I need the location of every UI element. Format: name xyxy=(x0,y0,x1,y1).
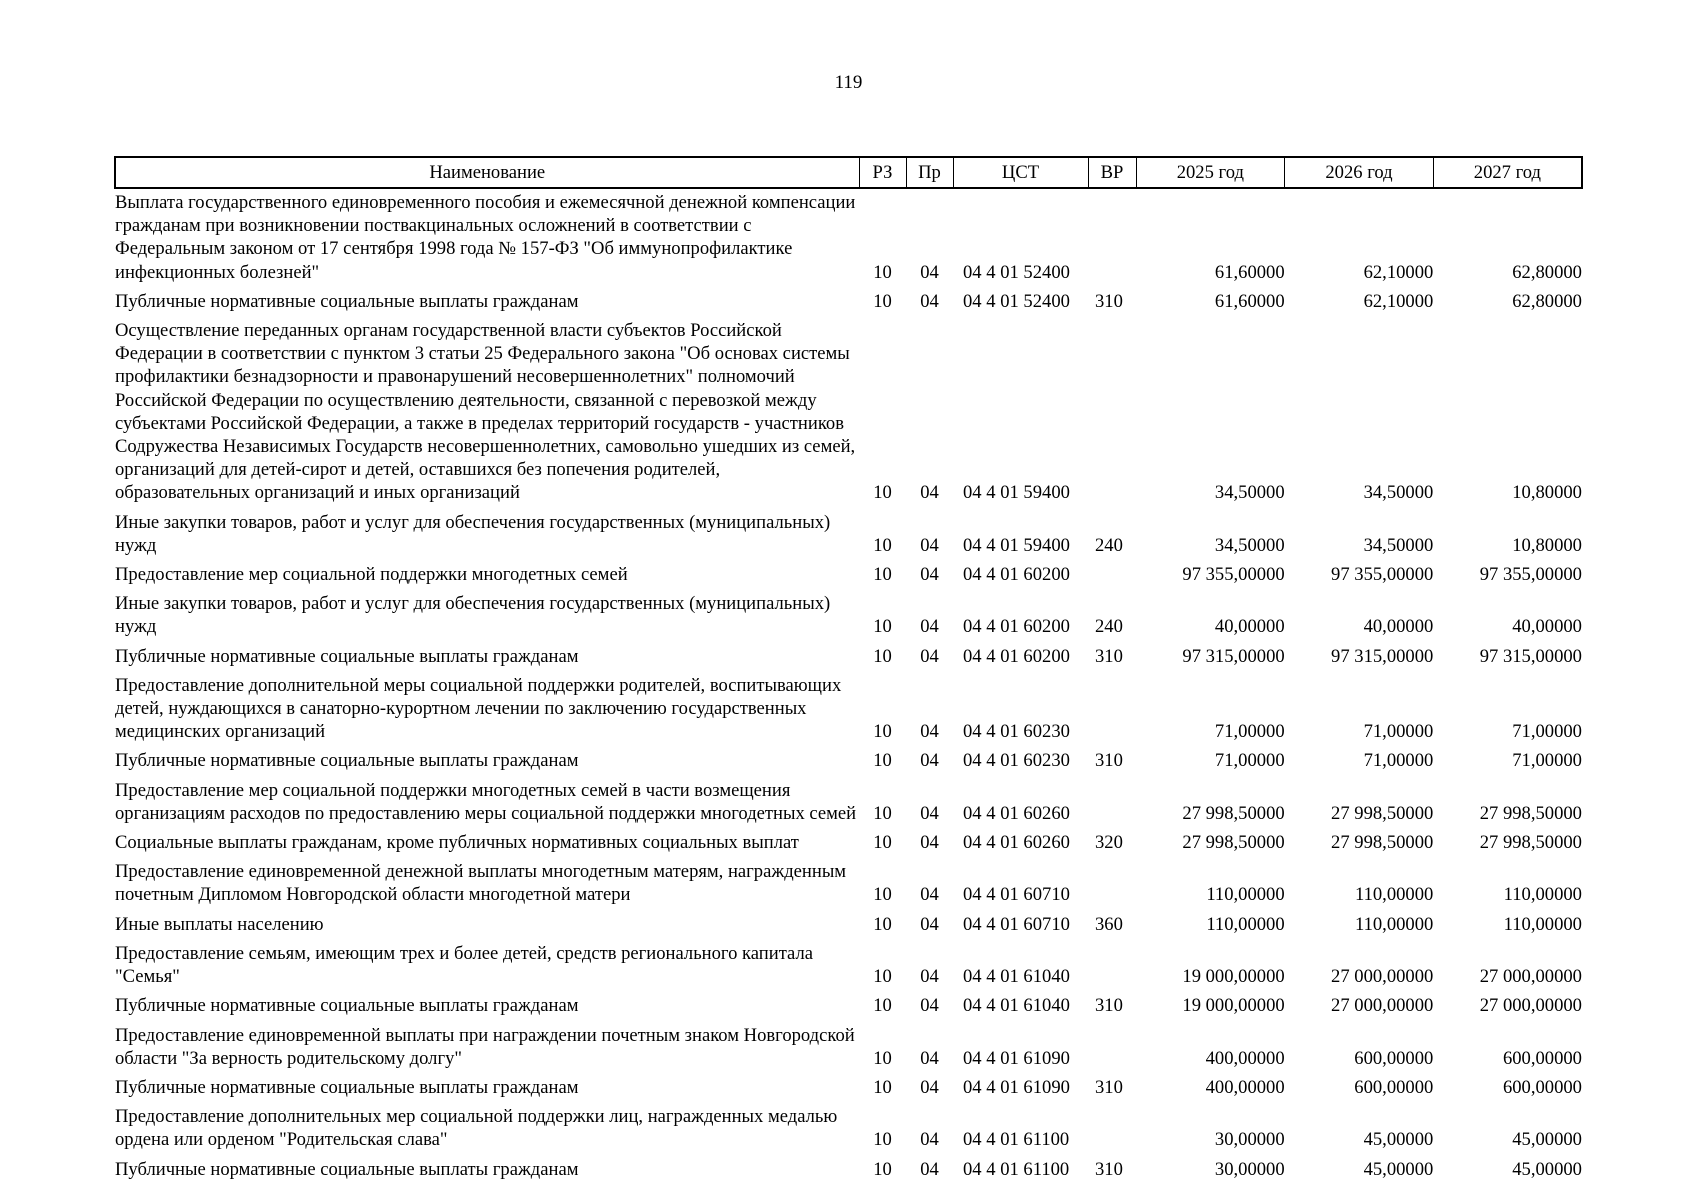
cell-2027: 71,00000 xyxy=(1512,721,1582,743)
table-row xyxy=(115,1076,1582,1105)
cell-pr: 04 xyxy=(920,616,939,638)
cell-pr: 04 xyxy=(920,832,939,854)
cell-rz: 10 xyxy=(873,564,892,586)
cell-vr: 310 xyxy=(1095,1158,1123,1180)
cell-rz: 10 xyxy=(873,1076,892,1098)
cell-2026: 62,10000 xyxy=(1363,290,1434,312)
cell-rz: 10 xyxy=(873,832,892,854)
cell-rz: 10 xyxy=(873,261,892,283)
cell-rz: 10 xyxy=(873,913,892,935)
table-row xyxy=(115,913,1582,942)
cell-vr xyxy=(1088,674,1136,750)
table-row xyxy=(115,942,1582,994)
cell-2026: 97 355,00000 xyxy=(1331,564,1434,586)
cell-2026: 27 998,50000 xyxy=(1331,802,1434,824)
table-row xyxy=(115,188,1582,290)
cell-2027: 97 315,00000 xyxy=(1479,645,1582,667)
cell-rz: 10 xyxy=(873,750,892,772)
cell-2025: 19 000,00000 xyxy=(1182,966,1285,988)
cell-2025: 97 315,00000 xyxy=(1182,645,1285,667)
cell-2025: 97 355,00000 xyxy=(1182,564,1285,586)
cell-2027: 10,80000 xyxy=(1512,482,1582,504)
cell-2025: 30,00000 xyxy=(1214,1158,1285,1180)
cell-name: Публичные нормативные социальные выплаты гражданам xyxy=(115,995,579,1017)
table-row xyxy=(115,749,1582,778)
cell-vr xyxy=(1088,1105,1136,1157)
header-cst: ЦСТ xyxy=(953,157,1088,188)
cell-2026: 40,00000 xyxy=(1363,616,1434,638)
table-row xyxy=(115,645,1582,674)
cell-2025: 27 998,50000 xyxy=(1182,832,1285,854)
cell-cst: 04 4 01 52400 xyxy=(963,290,1070,312)
cell-2026: 62,10000 xyxy=(1363,261,1434,283)
cell-pr: 04 xyxy=(920,884,939,906)
cell-2026: 110,00000 xyxy=(1354,913,1434,935)
cell-rz: 10 xyxy=(873,616,892,638)
cell-name: Предоставление дополнительных мер социальной поддержки лиц, награжденных медалью ордена или орденом "Родительская слава" xyxy=(115,1106,838,1151)
table-row xyxy=(115,1105,1582,1157)
header-2026: 2026 год xyxy=(1285,157,1434,188)
cell-rz: 10 xyxy=(873,1047,892,1069)
cell-2026: 45,00000 xyxy=(1363,1158,1434,1180)
cell-cst: 04 4 01 60230 xyxy=(963,721,1070,743)
cell-2025: 110,00000 xyxy=(1206,884,1285,906)
cell-2025: 71,00000 xyxy=(1214,721,1285,743)
cell-cst: 04 4 01 59400 xyxy=(963,534,1070,556)
cell-name: Публичные нормативные социальные выплаты гражданам xyxy=(115,1076,579,1098)
cell-vr: 240 xyxy=(1095,534,1123,556)
cell-vr xyxy=(1088,319,1136,511)
cell-name: Публичные нормативные социальные выплаты гражданам xyxy=(115,645,579,667)
cell-2027: 27 000,00000 xyxy=(1479,995,1582,1017)
cell-vr: 310 xyxy=(1095,995,1123,1017)
cell-name: Предоставление мер социальной поддержки многодетных семей в части возмещения организациям расходов по предоставлению меры социальной поддержки многодетных семей xyxy=(115,779,857,824)
cell-2026: 97 315,00000 xyxy=(1331,645,1434,667)
cell-cst: 04 4 01 60200 xyxy=(963,645,1070,667)
cell-cst: 04 4 01 60200 xyxy=(963,616,1070,638)
cell-2025: 34,50000 xyxy=(1214,482,1285,504)
cell-vr xyxy=(1088,942,1136,994)
cell-2027: 45,00000 xyxy=(1512,1158,1582,1180)
cell-name: Публичные нормативные социальные выплаты гражданам xyxy=(115,750,579,772)
cell-rz: 10 xyxy=(873,482,892,504)
cell-2027: 10,80000 xyxy=(1512,534,1582,556)
header-pr: Пр xyxy=(906,157,953,188)
cell-2027: 45,00000 xyxy=(1512,1129,1582,1151)
cell-pr: 04 xyxy=(920,564,939,586)
cell-2025: 71,00000 xyxy=(1214,750,1285,772)
table-row xyxy=(115,563,1582,592)
cell-vr: 310 xyxy=(1095,1076,1123,1098)
cell-name: Иные выплаты населению xyxy=(115,913,324,935)
cell-cst: 04 4 01 61100 xyxy=(963,1129,1070,1151)
cell-pr: 04 xyxy=(920,1129,939,1151)
cell-name: Публичные нормативные социальные выплаты гражданам xyxy=(115,1158,579,1180)
cell-2026: 27 000,00000 xyxy=(1331,995,1434,1017)
table-row xyxy=(115,779,1582,831)
cell-2025: 110,00000 xyxy=(1206,913,1285,935)
cell-vr xyxy=(1088,563,1136,592)
cell-pr: 04 xyxy=(920,802,939,824)
cell-cst: 04 4 01 61090 xyxy=(963,1076,1070,1098)
cell-cst: 04 4 01 61100 xyxy=(963,1158,1070,1180)
cell-rz: 10 xyxy=(873,884,892,906)
cell-vr: 360 xyxy=(1095,913,1123,935)
cell-name: Предоставление единовременной денежной выплаты многодетным матерям, награжденным почетным Дипломом Новгородской области многодетной матери xyxy=(115,861,847,906)
cell-rz: 10 xyxy=(873,290,892,312)
cell-pr: 04 xyxy=(920,721,939,743)
cell-2025: 61,60000 xyxy=(1214,290,1285,312)
cell-2025: 34,50000 xyxy=(1214,534,1285,556)
cell-rz: 10 xyxy=(873,1158,892,1180)
cell-rz: 10 xyxy=(873,721,892,743)
table-row xyxy=(115,860,1582,912)
cell-pr: 04 xyxy=(920,1158,939,1180)
cell-2026: 27 000,00000 xyxy=(1331,966,1434,988)
cell-2025: 30,00000 xyxy=(1214,1129,1285,1151)
cell-name: Осуществление переданных органам государственной власти субъектов Российской Федерации в соответствии с пунктом 3 статьи 25 Федерального закона "Об основах системы профилактики безнадзорности и правонарушений несовершеннолетних" полномочий Российской Федерации по осуществлению деятельности, связанной с перевозкой между субъектами Российской Федерации, а также в пределах территорий государств - участников Содружества Независимых Государств несовершеннолетних, самовольно ушедших из семей, организаций для детей-сирот и детей, оставшихся без попечения родителей, образовательных организаций и иных организаций xyxy=(115,320,856,504)
cell-2025: 27 998,50000 xyxy=(1182,802,1285,824)
cell-pr: 04 xyxy=(920,913,939,935)
cell-2027: 27 998,50000 xyxy=(1479,802,1582,824)
cell-rz: 10 xyxy=(873,645,892,667)
cell-cst: 04 4 01 60260 xyxy=(963,832,1070,854)
cell-name: Предоставление единовременной выплаты при награждении почетным знаком Новгородской области "За верность родительскому долгу" xyxy=(115,1024,855,1069)
cell-pr: 04 xyxy=(920,966,939,988)
cell-vr: 310 xyxy=(1095,750,1123,772)
cell-pr: 04 xyxy=(920,261,939,283)
cell-pr: 04 xyxy=(920,995,939,1017)
cell-pr: 04 xyxy=(920,290,939,312)
cell-rz: 10 xyxy=(873,966,892,988)
table-row xyxy=(115,290,1582,319)
cell-pr: 04 xyxy=(920,645,939,667)
cell-2027: 110,00000 xyxy=(1503,884,1582,906)
cell-cst: 04 4 01 60200 xyxy=(963,564,1070,586)
cell-vr: 310 xyxy=(1095,645,1123,667)
cell-pr: 04 xyxy=(920,1076,939,1098)
table-row xyxy=(115,592,1582,644)
header-2027: 2027 год xyxy=(1433,157,1582,188)
table-row xyxy=(115,1024,1582,1076)
cell-pr: 04 xyxy=(920,534,939,556)
cell-vr xyxy=(1088,1024,1136,1076)
cell-cst: 04 4 01 61040 xyxy=(963,966,1070,988)
cell-2027: 27 998,50000 xyxy=(1479,832,1582,854)
cell-2026: 71,00000 xyxy=(1363,721,1434,743)
cell-vr: 310 xyxy=(1095,290,1123,312)
cell-cst: 04 4 01 60710 xyxy=(963,913,1070,935)
cell-2026: 71,00000 xyxy=(1363,750,1434,772)
cell-vr xyxy=(1088,779,1136,831)
cell-name: Социальные выплаты гражданам, кроме публичных нормативных социальных выплат xyxy=(115,832,799,854)
cell-name: Выплата государственного единовременного пособия и ежемесячной денежной компенсации гражданам при возникновении поствакцинальных осложнений в соответствии с Федеральным законом от 17 сентября 1998 года № 157-ФЗ "Об иммунопрофилактике инфекционных болезней" xyxy=(115,192,856,283)
cell-2026: 34,50000 xyxy=(1363,482,1434,504)
cell-vr xyxy=(1088,188,1136,290)
cell-2025: 40,00000 xyxy=(1214,616,1285,638)
cell-name: Предоставление мер социальной поддержки многодетных семей xyxy=(115,564,628,586)
table-header-row xyxy=(115,157,1582,188)
cell-2027: 71,00000 xyxy=(1512,750,1582,772)
cell-cst: 04 4 01 60710 xyxy=(963,884,1070,906)
cell-2025: 400,00000 xyxy=(1205,1047,1285,1069)
cell-vr: 240 xyxy=(1095,616,1123,638)
cell-2027: 62,80000 xyxy=(1512,290,1582,312)
cell-rz: 10 xyxy=(873,995,892,1017)
cell-2027: 110,00000 xyxy=(1503,913,1582,935)
cell-2027: 97 355,00000 xyxy=(1479,564,1582,586)
cell-2026: 600,00000 xyxy=(1354,1047,1434,1069)
table-row xyxy=(115,831,1582,860)
header-vr: ВР xyxy=(1088,157,1136,188)
table-row xyxy=(115,511,1582,563)
table-row xyxy=(115,319,1582,511)
cell-name: Иные закупки товаров, работ и услуг для обеспечения государственных (муниципальных) нужд xyxy=(115,511,831,556)
cell-2027: 600,00000 xyxy=(1502,1076,1582,1098)
cell-name: Предоставление семьям, имеющим трех и более детей, средств регионального капитала "Семья" xyxy=(115,942,813,988)
cell-2026: 600,00000 xyxy=(1354,1076,1434,1098)
cell-2026: 27 998,50000 xyxy=(1331,832,1434,854)
cell-pr: 04 xyxy=(920,482,939,504)
table-body xyxy=(115,188,1582,1187)
table-row xyxy=(115,1158,1582,1187)
cell-2026: 34,50000 xyxy=(1363,534,1434,556)
cell-name: Предоставление дополнительной меры социальной поддержки родителей, воспитывающих детей, нуждающихся в санаторно-курортном лечении по заключению государственных медицинских организаций xyxy=(115,674,842,743)
cell-pr: 04 xyxy=(920,1047,939,1069)
table-row xyxy=(115,994,1582,1023)
cell-2025: 19 000,00000 xyxy=(1182,995,1285,1017)
header-name: Наименование xyxy=(115,157,859,188)
cell-pr: 04 xyxy=(920,750,939,772)
cell-cst: 04 4 01 60260 xyxy=(963,802,1070,824)
cell-cst: 04 4 01 52400 xyxy=(963,261,1070,283)
table-row xyxy=(115,674,1582,750)
cell-2025: 400,00000 xyxy=(1205,1076,1285,1098)
cell-2026: 45,00000 xyxy=(1363,1129,1434,1151)
cell-cst: 04 4 01 60230 xyxy=(963,750,1070,772)
header-2025: 2025 год xyxy=(1136,157,1285,188)
cell-cst: 04 4 01 61040 xyxy=(963,995,1070,1017)
cell-cst: 04 4 01 59400 xyxy=(963,482,1070,504)
cell-rz: 10 xyxy=(873,1129,892,1151)
cell-2025: 61,60000 xyxy=(1214,261,1285,283)
cell-2027: 62,80000 xyxy=(1512,261,1582,283)
cell-name: Публичные нормативные социальные выплаты гражданам xyxy=(115,290,579,312)
budget-table xyxy=(114,156,1583,1187)
page-number: 119 xyxy=(834,72,863,93)
cell-2027: 27 000,00000 xyxy=(1479,966,1582,988)
cell-rz: 10 xyxy=(873,802,892,824)
cell-2027: 40,00000 xyxy=(1512,616,1582,638)
cell-name: Иные закупки товаров, работ и услуг для обеспечения государственных (муниципальных) нужд xyxy=(115,593,831,638)
header-rz: РЗ xyxy=(859,157,906,188)
cell-vr xyxy=(1088,860,1136,912)
cell-cst: 04 4 01 61090 xyxy=(963,1047,1070,1069)
cell-2027: 600,00000 xyxy=(1502,1047,1582,1069)
cell-2026: 110,00000 xyxy=(1354,884,1434,906)
cell-rz: 10 xyxy=(873,534,892,556)
cell-vr: 320 xyxy=(1095,832,1123,854)
